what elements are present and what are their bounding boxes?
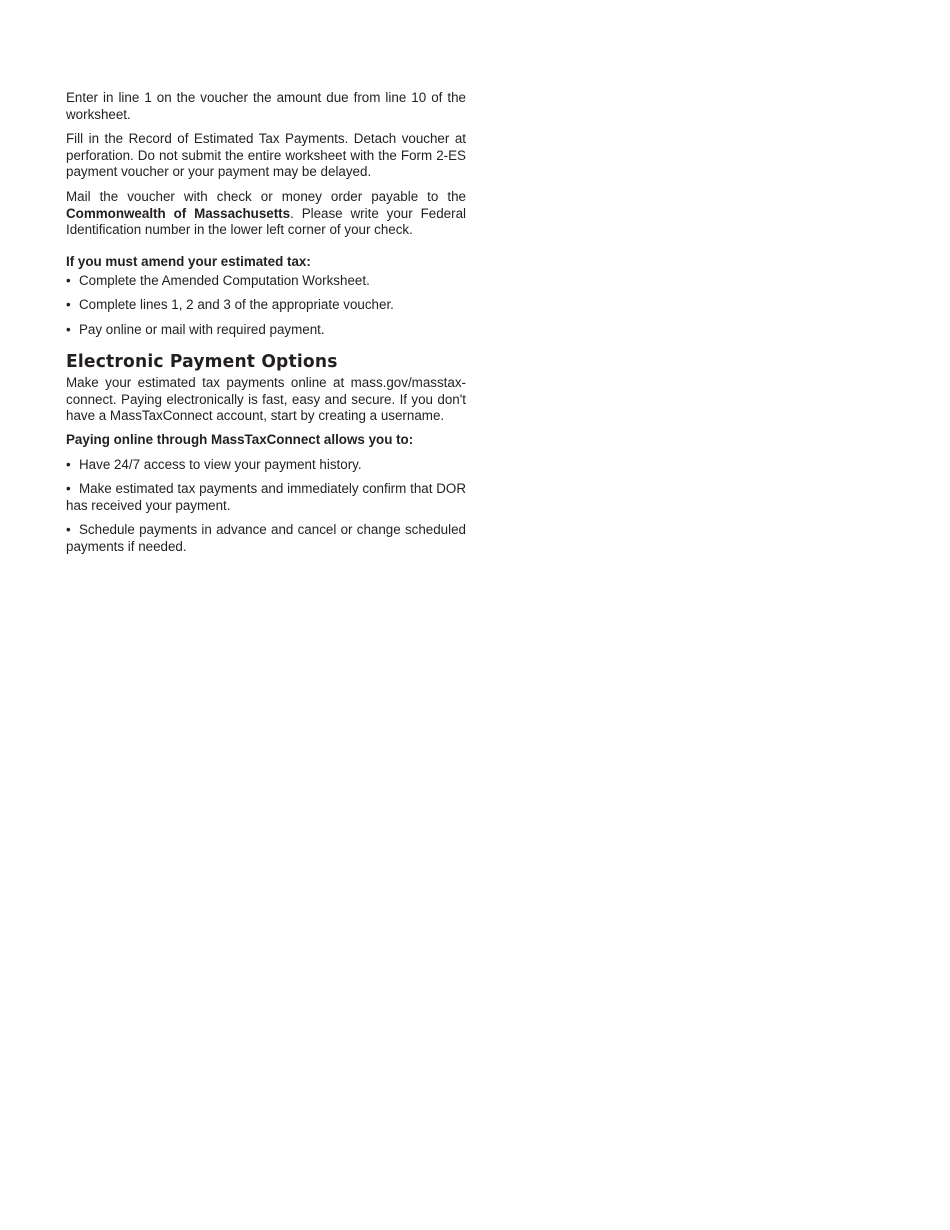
electronic-bullet <box>66 457 466 474</box>
electronic-subheading: Paying online through MassTaxConnect allows you to: <box>66 432 414 447</box>
bullet-icon: • <box>66 297 71 312</box>
amend-bullet <box>66 297 466 314</box>
amend-bullet <box>66 322 466 339</box>
payee-name: Commonwealth of Massachusetts <box>66 205 291 221</box>
bullet-text: Schedule payments in advance and cancel or change scheduled payments if needed. <box>66 522 466 554</box>
mail-text-after: . Please write your Federal Identification number in the lower left corner of your check. <box>66 205 466 238</box>
electronic-bullet <box>66 481 466 514</box>
section-heading-electronic-payment: Electronic Payment Options <box>66 351 338 372</box>
bullet-icon: • <box>66 273 71 288</box>
bullet-text: Make estimated tax payments and immediately confirm that DOR has received your payment. <box>66 481 466 513</box>
amend-heading: If you must amend your estimated tax: <box>66 254 311 269</box>
amend-bullet <box>66 273 466 290</box>
instruction-record-payments: Fill in the Record of Estimated Tax Payments. Detach voucher at perforation. Do not submit the entire worksheet with the Form 2-ES payment voucher or your payment may be delayed. <box>66 131 466 180</box>
instruction-mail-voucher <box>66 189 466 239</box>
electronic-intro: Make your estimated tax payments online at mass.gov/masstaxconnect. Paying electronically is fast, easy and secure. If you don't have a MassTaxConnect account, start by creating a username. <box>66 375 466 424</box>
bullet-icon: • <box>66 522 71 537</box>
mail-text: Mail the voucher with check or money order payable to the <box>66 189 466 204</box>
bullet-text: Complete lines 1, 2 and 3 of the appropriate voucher. <box>79 297 394 312</box>
bullet-text: Pay online or mail with required payment. <box>79 322 325 337</box>
electronic-bullet <box>66 522 466 555</box>
bullet-text: Have 24/7 access to view your payment history. <box>79 457 362 472</box>
bullet-icon: • <box>66 322 71 337</box>
bullet-icon: • <box>66 481 71 496</box>
instruction-line-1: Enter in line 1 on the voucher the amount due from line 10 of the worksheet. <box>66 90 466 122</box>
bullet-icon: • <box>66 457 71 472</box>
bullet-text: Complete the Amended Computation Worksheet. <box>79 273 370 288</box>
